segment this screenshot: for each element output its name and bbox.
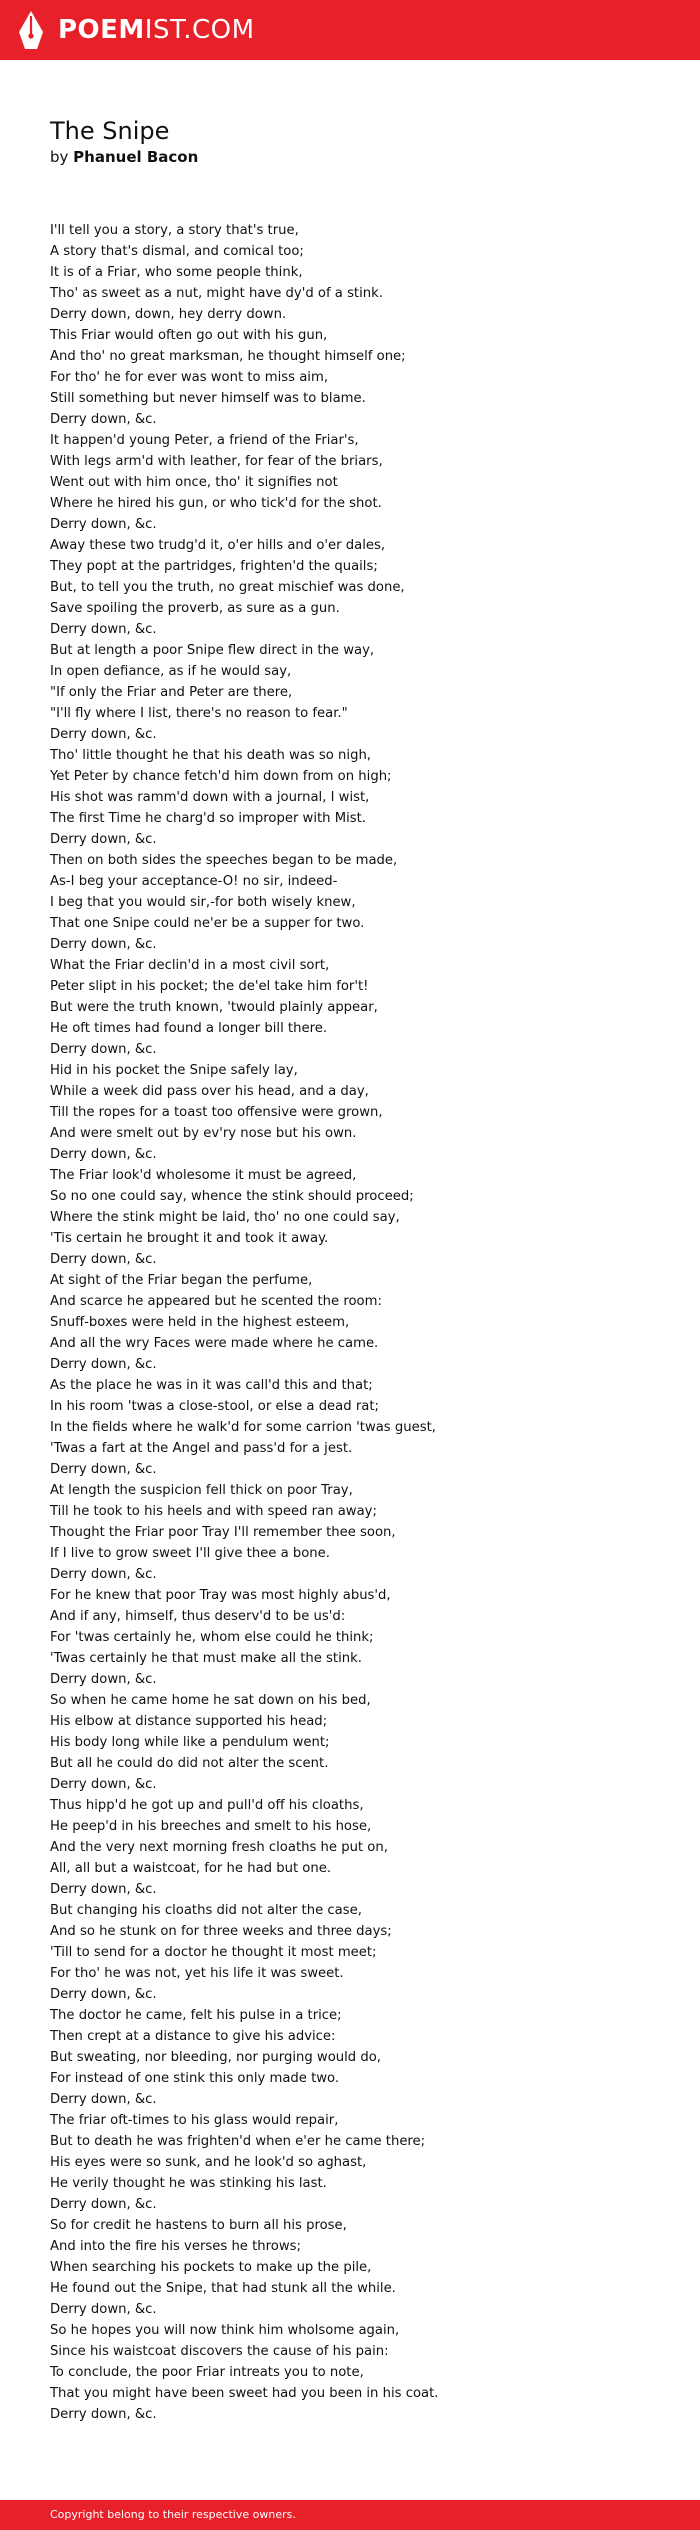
poem-line: Where he hired his gun, or who tick'd for the shot. [50, 496, 382, 511]
site-logo-link[interactable] [18, 10, 255, 50]
poem-line: Since his waistcoat discovers the cause of his pain: [50, 2344, 389, 2359]
poem-line: Thus hipp'd he got up and pull'd off his cloaths, [50, 1798, 364, 1813]
poem-line: So for credit he hastens to burn all his prose, [50, 2218, 347, 2233]
poem-line: The friar oft-times to his glass would repair, [50, 2113, 339, 2128]
poem-line: For instead of one stink this only made two. [50, 2071, 340, 2086]
poem-line: And if any, himself, thus deserv'd to be us'd: [50, 1609, 346, 1624]
poem-line: To conclude, the poor Friar intreats you to note, [50, 2365, 364, 2380]
poem-line: His body long while like a pendulum went; [50, 1735, 330, 1750]
poem-line: Derry down, down, hey derry down. [50, 307, 287, 322]
poem-line: Derry down, &c. [50, 517, 157, 532]
poem-line: Derry down, &c. [50, 2197, 157, 2212]
poem-line: But to death he was frighten'd when e'er he came there; [50, 2134, 426, 2149]
poem-line: All, all but a waistcoat, for he had but one. [50, 1861, 332, 1876]
poem-line: When searching his pockets to make up the pile, [50, 2260, 372, 2275]
poem-line: The doctor he came, felt his pulse in a trice; [50, 2008, 342, 2023]
poem-line: The first Time he charg'd so improper with Mist. [50, 811, 367, 826]
poem-line: What the Friar declin'd in a most civil sort, [50, 958, 330, 973]
poem-line: 'Twas a fart at the Angel and pass'd for a jest. [50, 1441, 353, 1456]
poem-line: That one Snipe could ne'er be a supper for two. [50, 916, 365, 931]
poem-line: 'Tis certain he brought it and took it away. [50, 1231, 329, 1246]
poem-line: Derry down, &c. [50, 1252, 157, 1267]
poem-line: He peep'd in his breeches and smelt to his hose, [50, 1819, 372, 1834]
byline-prefix: by [50, 148, 74, 166]
site-logo-text [58, 10, 255, 50]
copyright-notice: Copyright belong to their respective owners. [50, 2508, 296, 2521]
poem-line: For tho' he for ever was wont to miss aim, [50, 370, 329, 385]
poem-line: Derry down, &c. [50, 622, 157, 637]
poem-line: In open defiance, as if he would say, [50, 664, 292, 679]
poem-line: Derry down, &c. [50, 832, 157, 847]
poem-line: Derry down, &c. [50, 412, 157, 427]
poem-line: And the very next morning fresh cloaths he put on, [50, 1840, 388, 1855]
poem-line: Derry down, &c. [50, 727, 157, 742]
poem-line: A story that's dismal, and comical too; [50, 244, 304, 259]
poem-line: So he hopes you will now think him wholsome again, [50, 2323, 400, 2338]
poem-line: As the place he was in it was call'd this and that; [50, 1378, 373, 1393]
poem-line: I beg that you would sir,-for both wisely knew, [50, 895, 356, 910]
poem-line: 'Twas certainly he that must make all the stink. [50, 1651, 362, 1666]
poem-line: But all he could do did not alter the scent. [50, 1756, 329, 1771]
poem-line: Then on both sides the speeches began to be made, [50, 853, 398, 868]
logo-text-light: IST.COM [144, 15, 255, 45]
poem-line: His elbow at distance supported his head; [50, 1714, 328, 1729]
poem-line: Where the stink might be laid, tho' no one could say, [50, 1210, 400, 1225]
poem-line: And were smelt out by ev'ry nose but his own. [50, 1126, 357, 1141]
poem-line: Thought the Friar poor Tray I'll remember thee soon, [50, 1525, 396, 1540]
poem-line: They popt at the partridges, frighten'd the quails; [50, 559, 378, 574]
poem-line: If I live to grow sweet I'll give thee a bone. [50, 1546, 330, 1561]
poem-author: Phanuel Bacon [73, 148, 199, 166]
logo-text-bold: POEM [58, 15, 145, 45]
site-header [0, 0, 700, 60]
poem-line: His eyes were so sunk, and he look'd so aghast, [50, 2155, 367, 2170]
poem-line: Derry down, &c. [50, 2407, 157, 2422]
poem-line: And scarce he appeared but he scented the room: [50, 1294, 382, 1309]
poem-line: And tho' no great marksman, he thought himself one; [50, 349, 406, 364]
poem-line: That you might have been sweet had you been in his coat. [50, 2386, 439, 2401]
poem-line: 'Till to send for a doctor he thought it most meet; [50, 1945, 377, 1960]
poem-line: In his room 'twas a close-stool, or else a dead rat; [50, 1399, 379, 1414]
poem-line: He verily thought he was stinking his last. [50, 2176, 327, 2191]
poem-line: But changing his cloaths did not alter the case, [50, 1903, 362, 1918]
poem-line: I'll tell you a story, a story that's true, [50, 223, 299, 238]
poem-line: But at length a poor Snipe flew direct in the way, [50, 643, 375, 658]
poem-line: But, to tell you the truth, no great mischief was done, [50, 580, 405, 595]
poem-line: Derry down, &c. [50, 2092, 157, 2107]
poem-line: It happen'd young Peter, a friend of the Friar's, [50, 433, 359, 448]
poem-line: And so he stunk on for three weeks and three days; [50, 1924, 392, 1939]
poem-line: Derry down, &c. [50, 937, 157, 952]
poem-line: Derry down, &c. [50, 1987, 157, 2002]
poem-line: It is of a Friar, who some people think, [50, 265, 303, 280]
poem-line: And into the fire his verses he throws; [50, 2239, 301, 2254]
poem-line: And all the wry Faces were made where he came. [50, 1336, 379, 1351]
poem-line: He found out the Snipe, that had stunk all the while. [50, 2281, 396, 2296]
poem-line: For he knew that poor Tray was most highly abus'd, [50, 1588, 391, 1603]
pen-nib-icon [18, 10, 44, 50]
poem-line: Derry down, &c. [50, 2302, 157, 2317]
poem-line: So no one could say, whence the stink should proceed; [50, 1189, 414, 1204]
poem-line: Derry down, &c. [50, 1672, 157, 1687]
poem-line: Save spoiling the proverb, as sure as a gun. [50, 601, 340, 616]
poem-line: "I'll fly where I list, there's no reason to fear." [50, 706, 348, 721]
poem-line: But were the truth known, 'twould plainly appear, [50, 1000, 378, 1015]
poem-line: But sweating, nor bleeding, nor purging would do, [50, 2050, 382, 2065]
poem-line: Tho' as sweet as a nut, might have dy'd of a stink. [50, 286, 383, 301]
poem-line: With legs arm'd with leather, for fear of the briars, [50, 454, 383, 469]
poem-line: Away these two trudg'd it, o'er hills and o'er dales, [50, 538, 386, 553]
poem-line: While a week did pass over his head, and a day, [50, 1084, 369, 1099]
poem-line: Snuff-boxes were held in the highest esteem, [50, 1315, 350, 1330]
poem-line: Derry down, &c. [50, 1567, 157, 1582]
poem-line: The Friar look'd wholesome it must be agreed, [50, 1168, 357, 1183]
poem-line: Till he took to his heels and with speed ran away; [50, 1504, 377, 1519]
poem-line: Tho' little thought he that his death was so nigh, [50, 748, 371, 763]
poem-line: Derry down, &c. [50, 1882, 157, 1897]
poem-byline [50, 147, 198, 167]
poem-line: For 'twas certainly he, whom else could he think; [50, 1630, 374, 1645]
poem-line: Yet Peter by chance fetch'd him down from on high; [50, 769, 392, 784]
site-footer [0, 2500, 700, 2530]
poem-line: Went out with him once, tho' it signifies not [50, 475, 338, 490]
poem-title: The Snipe [50, 117, 170, 145]
poem-line: Derry down, &c. [50, 1147, 157, 1162]
poem-line: Derry down, &c. [50, 1357, 157, 1372]
poem-line: His shot was ramm'd down with a journal, I wist, [50, 790, 370, 805]
poem-line: Then crept at a distance to give his advice: [50, 2029, 336, 2044]
poem-line: Till the ropes for a toast too offensive were grown, [50, 1105, 383, 1120]
poem-line: Hid in his pocket the Snipe safely lay, [50, 1063, 298, 1078]
poem-line: Derry down, &c. [50, 1042, 157, 1057]
poem-line: In the fields where he walk'd for some carrion 'twas guest, [50, 1420, 436, 1435]
poem-line: He oft times had found a longer bill there. [50, 1021, 328, 1036]
poem-line: Still something but never himself was to blame. [50, 391, 366, 406]
poem-line: So when he came home he sat down on his bed, [50, 1693, 371, 1708]
poem-line: As-I beg your acceptance-O! no sir, indeed- [50, 874, 338, 889]
poem-line: This Friar would often go out with his gun, [50, 328, 328, 343]
poem-line: For tho' he was not, yet his life it was sweet. [50, 1966, 344, 1981]
poem-line: Derry down, &c. [50, 1462, 157, 1477]
poem-line: Peter slipt in his pocket; the de'el take him for't! [50, 979, 369, 994]
poem-line: "If only the Friar and Peter are there, [50, 685, 293, 700]
poem-body [50, 220, 670, 2425]
poem-line: At length the suspicion fell thick on poor Tray, [50, 1483, 353, 1498]
poem-line: Derry down, &c. [50, 1777, 157, 1792]
poem-line: At sight of the Friar began the perfume, [50, 1273, 313, 1288]
